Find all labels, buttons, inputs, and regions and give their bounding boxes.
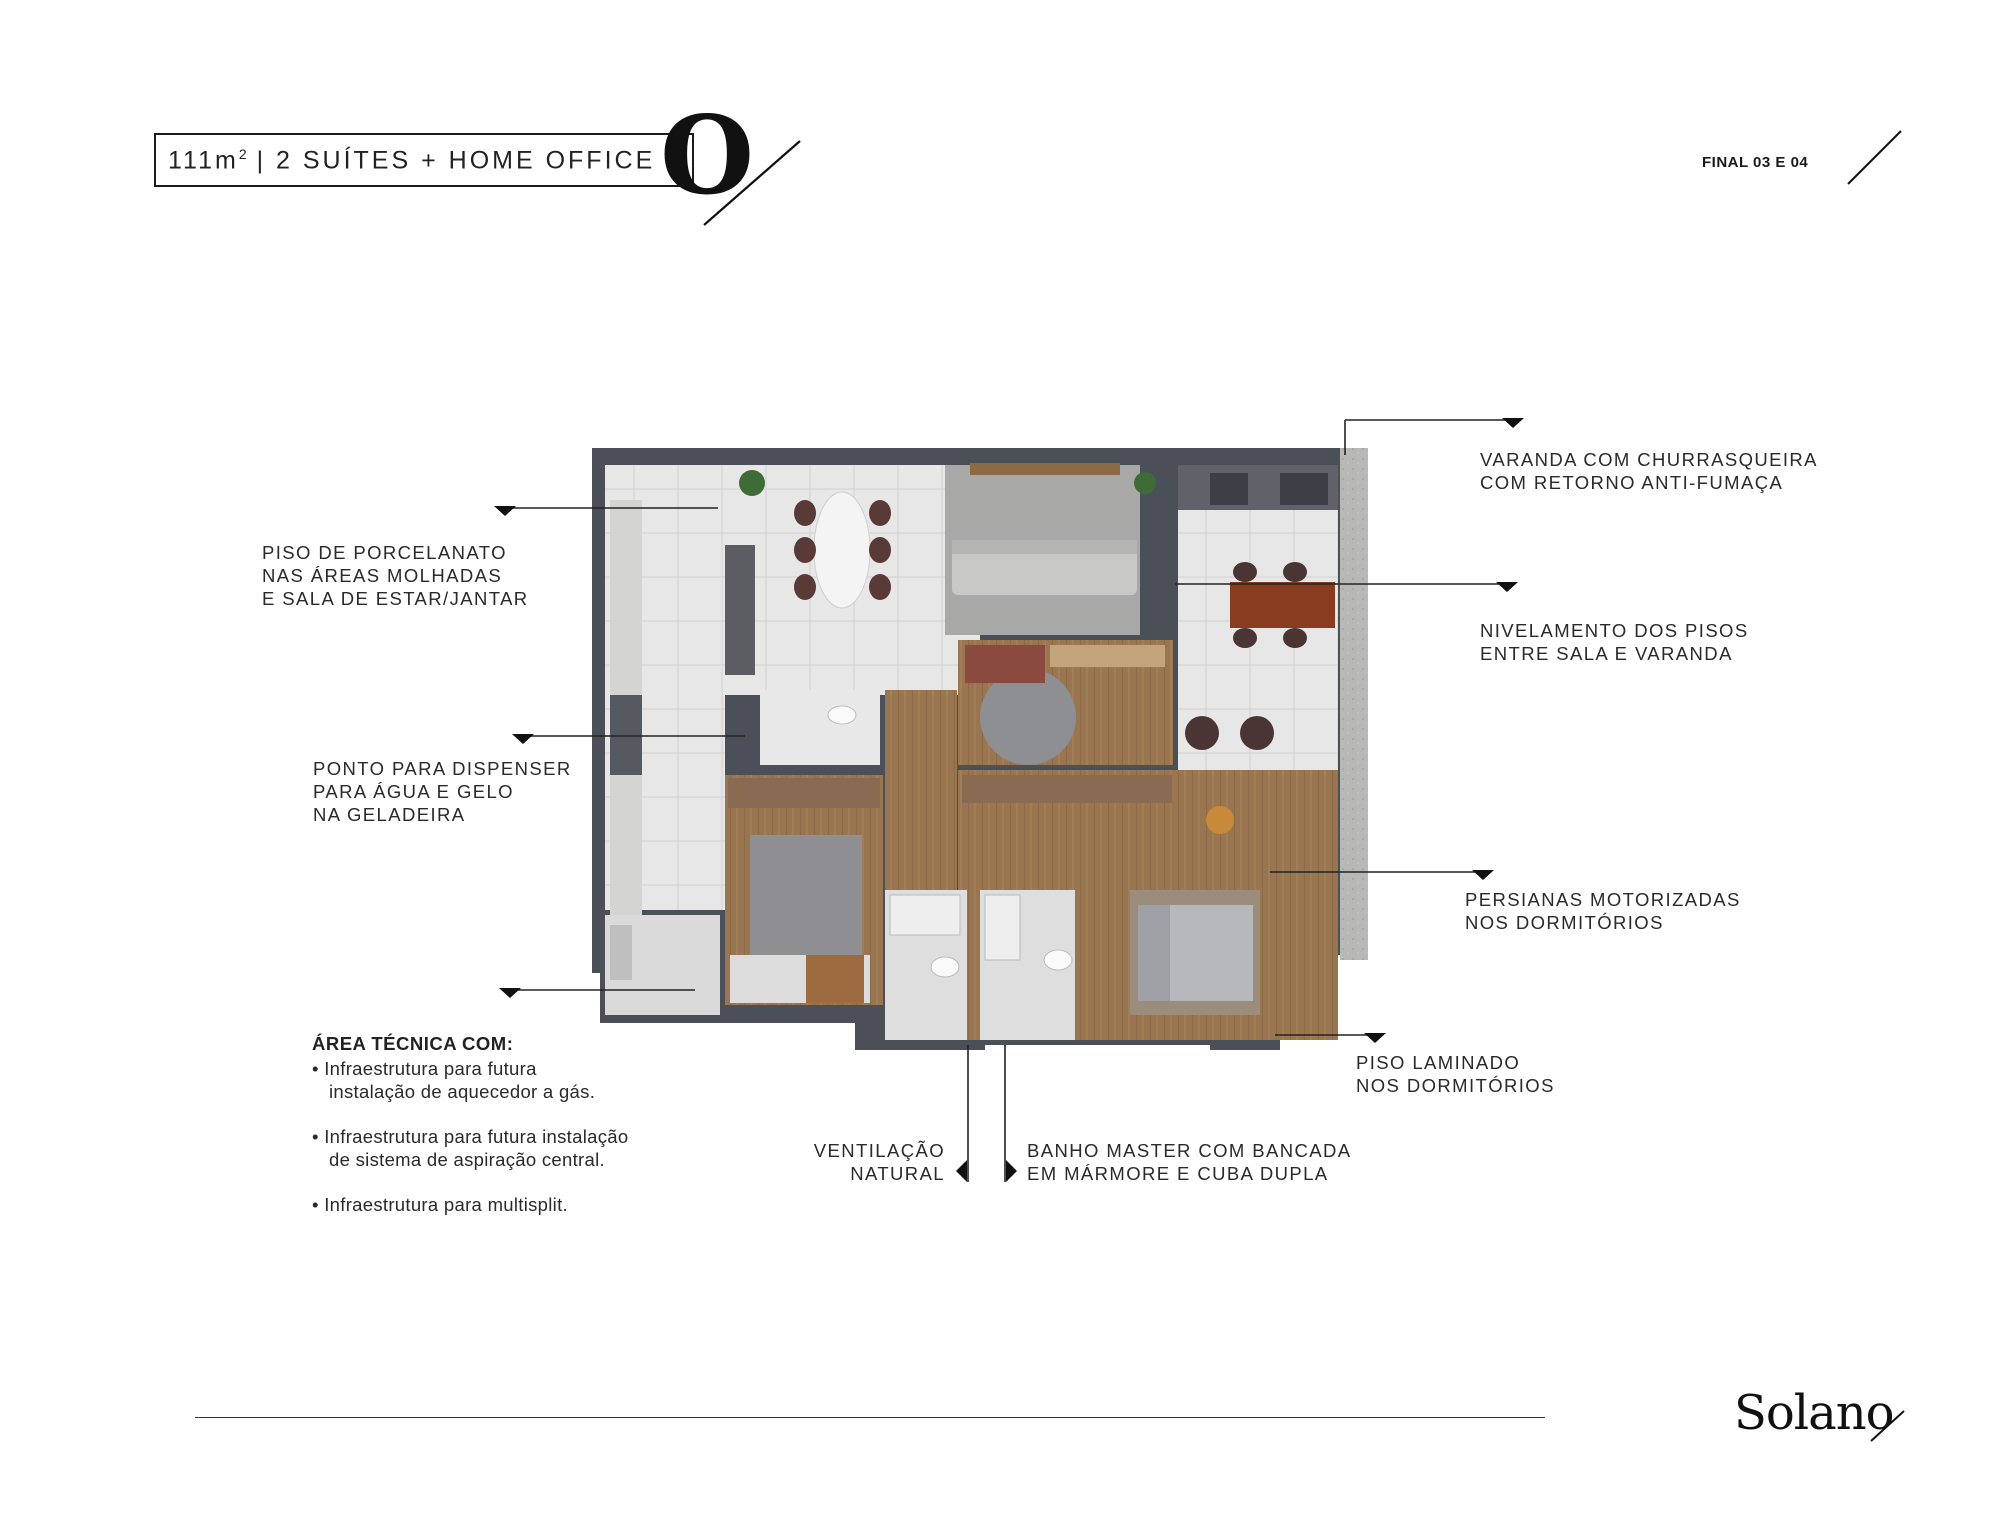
- area-tecnica-item: [312, 1193, 628, 1216]
- callout-line: PISO LAMINADO: [1356, 1052, 1521, 1073]
- bullet: •: [312, 1194, 319, 1215]
- callout-line: COM RETORNO ANTI-FUMAÇA: [1480, 472, 1784, 493]
- title-description: | 2 SUÍTES + HOME OFFICE: [246, 146, 656, 175]
- callout-nivelamento: [1480, 619, 1749, 665]
- callout-line: VARANDA COM CHURRASQUEIRA: [1480, 449, 1818, 470]
- footer-rule: [195, 1417, 1545, 1418]
- callout-line: NAS ÁREAS MOLHADAS: [262, 565, 503, 586]
- brand-logo: Solano: [1734, 1385, 1894, 1441]
- callout-line: VENTILAÇÃO: [813, 1140, 945, 1161]
- callout-ventilacao: [810, 1139, 945, 1185]
- callout-line: NA GELADEIRA: [313, 804, 466, 825]
- callout-line: PONTO PARA DISPENSER: [313, 758, 572, 779]
- callout-line: ENTRE SALA E VARANDA: [1480, 643, 1733, 664]
- item-line: de sistema de aspiração central.: [329, 1149, 605, 1170]
- callout-line: E SALA DE ESTAR/JANTAR: [262, 588, 529, 609]
- title-area: 111m: [168, 146, 239, 175]
- callout-line: PERSIANAS MOTORIZADAS: [1465, 889, 1741, 910]
- callout-line: NIVELAMENTO DOS PISOS: [1480, 620, 1749, 641]
- bullet: •: [312, 1126, 319, 1147]
- callout-line: PARA ÁGUA E GELO: [313, 781, 514, 802]
- brand-slash-icon: [1868, 1408, 1908, 1444]
- callout-varanda: [1480, 448, 1818, 494]
- callout-banho-master: [1027, 1139, 1352, 1185]
- item-line: instalação de aquecedor a gás.: [329, 1081, 596, 1102]
- area-tecnica-item: [312, 1125, 628, 1171]
- item-line: Infraestrutura para futura: [324, 1058, 537, 1079]
- callout-line: NOS DORMITÓRIOS: [1356, 1075, 1555, 1096]
- area-tecnica-item: [312, 1057, 628, 1103]
- callout-piso-laminado: [1356, 1051, 1555, 1097]
- brand-o-logo: O: [660, 93, 755, 219]
- callout-persianas: [1465, 888, 1741, 934]
- item-line: Infraestrutura para multisplit.: [324, 1194, 568, 1215]
- callout-line: PISO DE PORCELANATO: [262, 542, 507, 563]
- callout-line: NATURAL: [850, 1163, 945, 1184]
- callout-dispenser: [313, 757, 572, 826]
- pointer-icon: [494, 506, 516, 516]
- callout-piso-porcelanato: [262, 541, 529, 610]
- callout-line: EM MÁRMORE E CUBA DUPLA: [1027, 1163, 1329, 1184]
- title-area-superscript: 2: [238, 146, 247, 162]
- bullet: •: [312, 1058, 319, 1079]
- callout-line: NOS DORMITÓRIOS: [1465, 912, 1664, 933]
- item-line: Infraestrutura para futura instalação: [324, 1126, 629, 1147]
- final-label: FINAL 03 E 04: [1702, 154, 1809, 171]
- callout-line: BANHO MASTER COM BANCADA: [1027, 1140, 1352, 1161]
- area-tecnica-title: ÁREA TÉCNICA COM:: [312, 1033, 514, 1054]
- callout-area-tecnica: [312, 1033, 628, 1216]
